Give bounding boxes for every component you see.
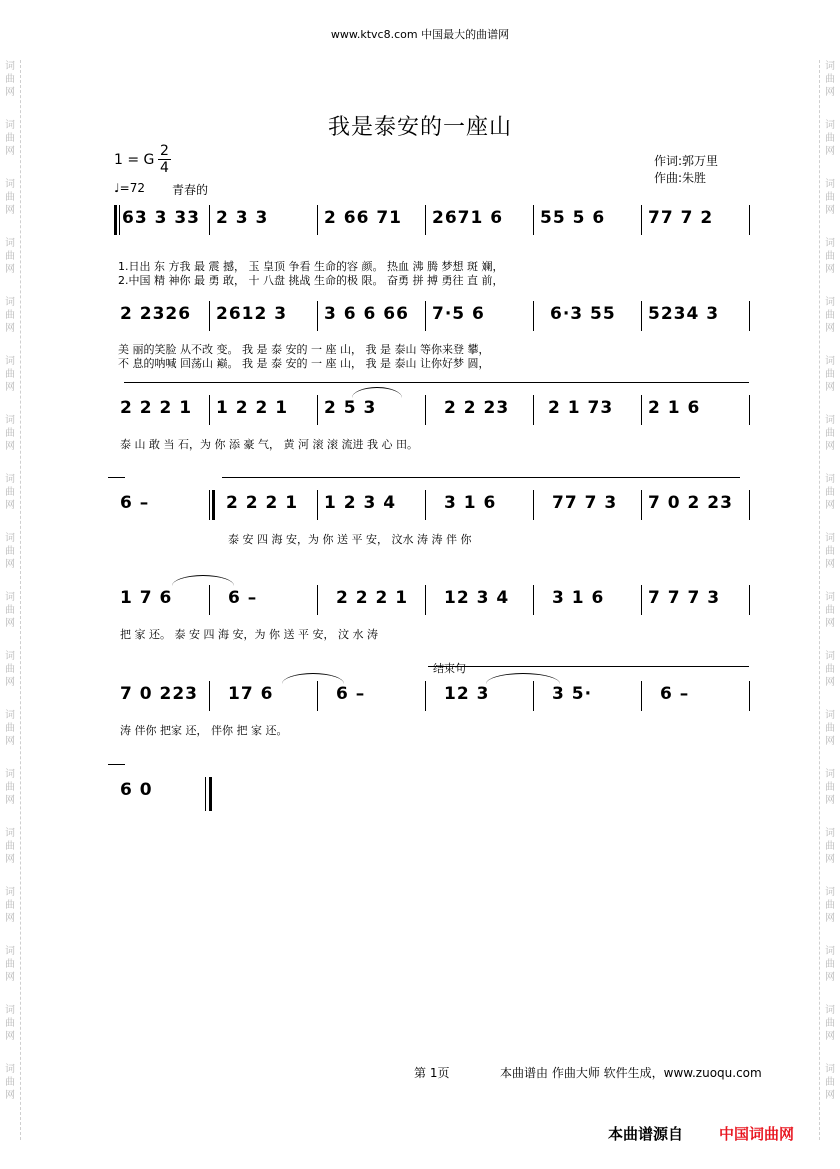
measure: 1 2 3 4	[324, 493, 397, 513]
barline	[317, 205, 318, 235]
measure: 1 2 2 1	[216, 398, 289, 418]
barline	[749, 301, 750, 331]
measure: 7 0 2 23	[648, 493, 733, 513]
watermark-text: 词 曲 网	[5, 179, 15, 216]
site-header: www.ktvc8.com 中国最大的曲谱网	[330, 28, 510, 41]
measure: 6 –	[120, 493, 150, 513]
composer: 作曲:朱胜	[654, 171, 707, 185]
measure: 2 2326	[120, 304, 192, 324]
measure: 6 –	[660, 684, 690, 704]
barline	[749, 395, 750, 425]
barline	[425, 205, 426, 235]
watermark-text: 词 曲 网	[5, 1064, 15, 1101]
watermark-text: 词 曲 网	[5, 474, 15, 511]
barline	[641, 205, 642, 235]
watermark-text: 词 曲 网	[5, 297, 15, 334]
barline	[209, 585, 210, 615]
watermark-text: 词 曲 网	[825, 61, 835, 98]
volta-bracket-2	[222, 477, 740, 478]
volta-bracket	[108, 764, 125, 765]
volta-bracket-1	[108, 477, 125, 478]
watermark-text: 词 曲 网	[825, 474, 835, 511]
source-label: 本曲谱源自	[608, 1125, 684, 1143]
lyrics-verse-1: 美 丽的笑脸 从不改 变。 我 是 泰 安的 一 座 山， 我 是 泰山 等你来登 攀，	[118, 343, 490, 356]
measure: 1 7 6	[120, 588, 173, 608]
measure: 3 6 6 66	[324, 304, 409, 324]
slur	[282, 673, 344, 684]
barline	[209, 205, 210, 235]
watermark-text: 词 曲 网	[5, 651, 15, 688]
time-denominator: 4	[160, 160, 169, 176]
barline	[641, 490, 642, 520]
barline	[641, 681, 642, 711]
tempo-mark: ♩=72	[114, 181, 145, 195]
lyrics: 把 家 还。 泰 安 四 海 安，为 你 送 平 安， 汶 水 涛	[120, 628, 378, 641]
barline	[533, 585, 534, 615]
barline	[533, 681, 534, 711]
watermark-text: 词 曲 网	[825, 238, 835, 275]
watermark-text: 词 曲 网	[825, 297, 835, 334]
measure: 5234 3	[648, 304, 720, 324]
watermark-text: 词 曲 网	[5, 769, 15, 806]
measure: 77 7 2	[648, 208, 714, 228]
start-barline	[114, 205, 117, 235]
watermark-text: 词 曲 网	[5, 828, 15, 865]
barline	[749, 585, 750, 615]
measure: 2 2 2 1	[226, 493, 299, 513]
measure: 77 7 3	[552, 493, 618, 513]
lyrics: 泰 山 敢 当 石，为 你 添 豪 气， 黄 河 滚 滚 流进 我 心 田。	[120, 438, 418, 451]
final-barline	[205, 777, 206, 811]
barline	[317, 301, 318, 331]
barline	[425, 395, 426, 425]
watermark-text: 词 曲 网	[825, 1005, 835, 1042]
measure: 2 2 2 1	[120, 398, 193, 418]
watermark-text: 词 曲 网	[5, 946, 15, 983]
barline	[533, 301, 534, 331]
watermark-text: 词 曲 网	[5, 120, 15, 157]
measure: 2 5 3	[324, 398, 377, 418]
key-signature: 1 = G	[114, 152, 155, 168]
barline	[425, 681, 426, 711]
lyrics: 泰 安 四 海 安，为 你 送 平 安， 汶水 涛 涛 伴 你	[228, 533, 472, 546]
watermark-text: 词 曲 网	[825, 887, 835, 924]
watermark-text: 词 曲 网	[825, 1064, 835, 1101]
barline	[749, 681, 750, 711]
barline	[641, 301, 642, 331]
barline	[209, 301, 210, 331]
measure: 3 1 6	[444, 493, 497, 513]
watermark-text: 词 曲 网	[5, 592, 15, 629]
barline	[209, 395, 210, 425]
measure: 7 7 7 3	[648, 588, 721, 608]
watermark-text: 词 曲 网	[5, 533, 15, 570]
barline	[749, 490, 750, 520]
volta-bracket	[124, 382, 749, 383]
barline	[533, 395, 534, 425]
barline	[641, 585, 642, 615]
measure: 12 3	[444, 684, 490, 704]
measure: 2 1 73	[548, 398, 614, 418]
watermark-text: 词 曲 网	[825, 592, 835, 629]
measure: 7·5 6	[432, 304, 485, 324]
barline	[533, 205, 534, 235]
lyrics: 涛 伴你 把家 还， 伴你 把 家 还。	[120, 724, 288, 737]
measure: 2671 6	[432, 208, 504, 228]
watermark-text: 词 曲 网	[5, 887, 15, 924]
ending-label: 结束句	[433, 662, 466, 675]
barline	[119, 205, 120, 235]
measure: 63 3 33	[122, 208, 200, 228]
right-watermark-strip	[819, 60, 840, 1140]
barline	[209, 681, 210, 711]
measure: 17 6	[228, 684, 274, 704]
source-site-name: 中国词曲网	[719, 1125, 795, 1143]
watermark-text: 词 曲 网	[825, 533, 835, 570]
song-title: 我是泰安的一座山	[327, 115, 512, 140]
measure: 2 2 2 1	[336, 588, 409, 608]
watermark-text: 词 曲 网	[825, 415, 835, 452]
watermark-text: 词 曲 网	[825, 828, 835, 865]
barline	[749, 205, 750, 235]
slur	[172, 575, 234, 586]
watermark-text: 词 曲 网	[5, 415, 15, 452]
time-signature	[158, 143, 171, 176]
watermark-text: 词 曲 网	[5, 356, 15, 393]
lyricist: 作词:郭万里	[654, 154, 719, 168]
watermark-text: 词 曲 网	[825, 946, 835, 983]
generator-credit: 本曲谱由 作曲大师 软件生成，www.zuoqu.com	[500, 1066, 762, 1080]
watermark-text: 词 曲 网	[5, 710, 15, 747]
watermark-text: 词 曲 网	[825, 769, 835, 806]
end-repeat-barline	[209, 490, 210, 520]
measure: 6 0	[120, 780, 153, 800]
watermark-text: 词 曲 网	[825, 179, 835, 216]
lyrics-verse-2: 2.中国 精 神你 最 勇 敢， 十 八盘 挑战 生命的极 限。 奋勇 拼 搏 勇往 直 前，	[118, 274, 504, 287]
barline	[317, 490, 318, 520]
barline	[317, 585, 318, 615]
watermark-text: 词 曲 网	[825, 120, 835, 157]
measure: 2 66 71	[324, 208, 402, 228]
measure: 2 3 3	[216, 208, 269, 228]
measure: 2 1 6	[648, 398, 701, 418]
lyrics-verse-2: 不 息的呐喊 回荡山 巅。 我 是 泰 安的 一 座 山， 我 是 泰山 让你好梦 圆，	[118, 357, 490, 370]
watermark-text: 词 曲 网	[825, 651, 835, 688]
measure: 6 –	[228, 588, 258, 608]
time-numerator: 2	[160, 143, 169, 159]
barline	[425, 490, 426, 520]
volta-bracket	[428, 666, 749, 667]
barline	[641, 395, 642, 425]
barline	[425, 301, 426, 331]
measure: 2612 3	[216, 304, 288, 324]
measure: 6·3 55	[550, 304, 616, 324]
barline	[317, 395, 318, 425]
watermark-text: 词 曲 网	[5, 238, 15, 275]
measure: 55 5 6	[540, 208, 606, 228]
measure: 2 2 23	[444, 398, 510, 418]
watermark-text: 词 曲 网	[825, 710, 835, 747]
watermark-text: 词 曲 网	[5, 61, 15, 98]
slur	[486, 673, 560, 684]
lyrics-verse-1: 1.日出 东 方我 最 震 撼， 玉 皇顶 争看 生命的容 颜。 热血 沸 腾 梦想 斑 斓，	[118, 260, 504, 273]
final-barline-thick	[209, 777, 212, 811]
end-repeat-barline-thick	[212, 490, 215, 520]
page-number: 第 1页	[414, 1066, 450, 1080]
measure: 3 5·	[552, 684, 593, 704]
barline	[533, 490, 534, 520]
measure: 7 0 223	[120, 684, 198, 704]
left-watermark-strip	[0, 60, 21, 1140]
measure: 6 –	[336, 684, 366, 704]
watermark-text: 词 曲 网	[5, 1005, 15, 1042]
measure: 12 3 4	[444, 588, 510, 608]
measure: 3 1 6	[552, 588, 605, 608]
watermark-text: 词 曲 网	[825, 356, 835, 393]
barline	[425, 585, 426, 615]
expression-mark: 青春的	[172, 183, 209, 197]
slur	[352, 387, 402, 398]
barline	[317, 681, 318, 711]
